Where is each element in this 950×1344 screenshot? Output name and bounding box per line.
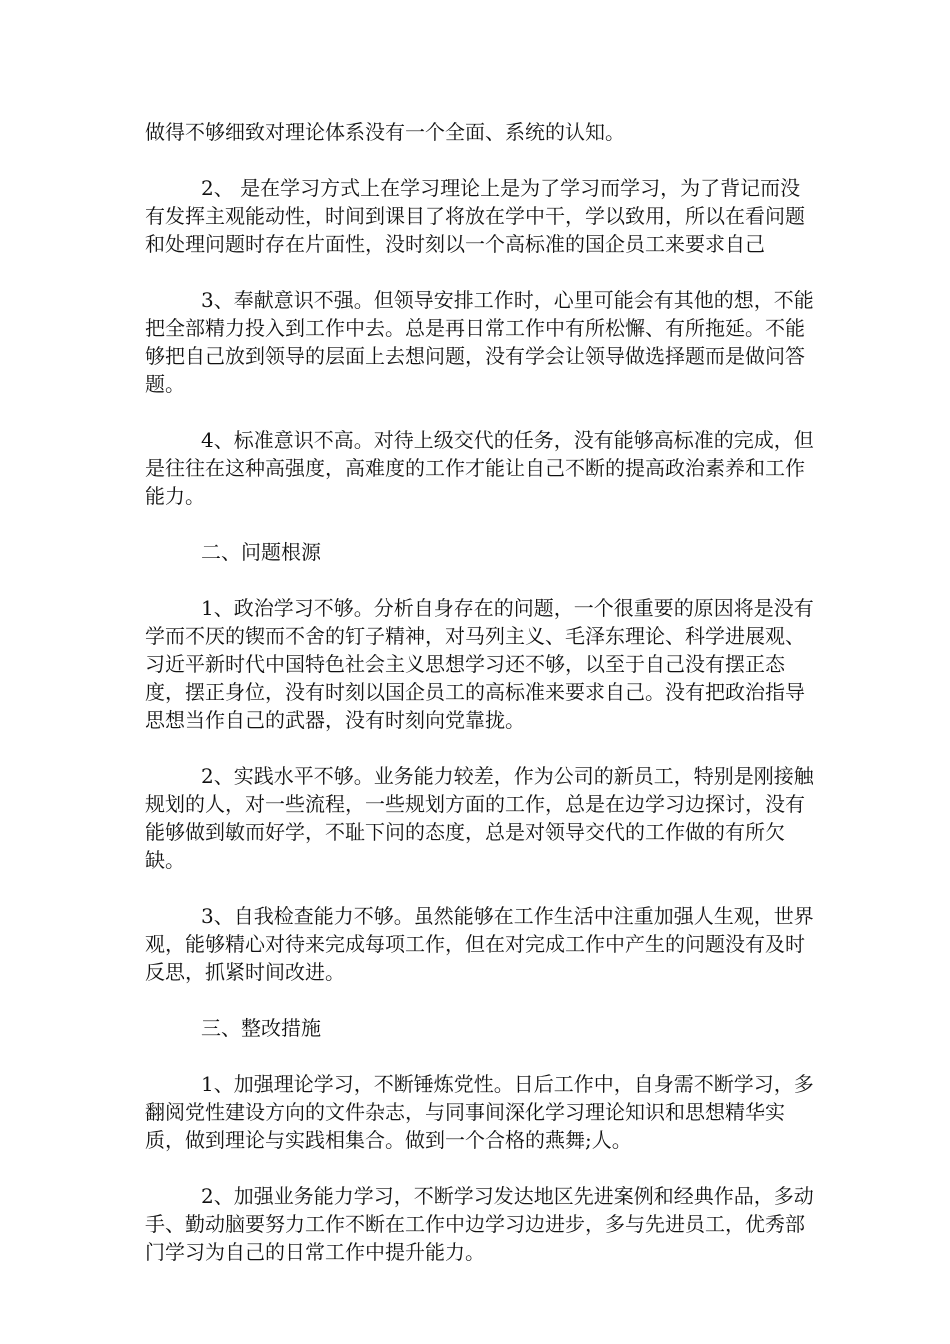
section-heading-measures: 三、整改措施: [201, 1016, 321, 1040]
document-page: [145, 118, 815, 1294]
paragraph-cause-2: 2、实践水平不够。业务能力较差，作为公司的新员工，特别是刚接触规划的人，对一些流程，一些规划方面的工作，总是在边学习边探讨，没有能够做到敏而好学，不耻下问的态度，总是对领导交代的工作做的有所欠缺。: [145, 764, 814, 872]
paragraph-cause-1: 1、政治学习不够。分析自身存在的问题，一个很重要的原因将是没有学而不厌的锲而不舍的钉子精神，对马列主义、毛泽东理论、科学进展观、习近平新时代中国特色社会主义思想学习还不够，以至于自己没有摆正态度，摆正身位，没有时刻以国企员工的高标准来要求自己。没有把政治指导思想当作自己的武器，没有时刻向党靠拢。: [145, 596, 814, 732]
paragraph-cause-3: 3、自我检查能力不够。虽然能够在工作生活中注重加强人生观，世界观，能够精心对待来完成每项工作，但在对完成工作中产生的问题没有及时反思，抓紧时间改进。: [145, 904, 814, 984]
paragraph-problem-2: 2、 是在学习方式上在学习理论上是为了学习而学习，为了背记而没有发挥主观能动性，时间到课目了将放在学中干，学以致用，所以在看问题和处理问题时存在片面性，没时刻以一个高标准的国企员工来要求自己: [145, 176, 805, 256]
paragraph-intro: 做得不够细致对理论体系没有一个全面、系统的认知。: [145, 120, 625, 144]
paragraph-measure-2: 2、加强业务能力学习，不断学习发达地区先进案例和经典作品，多动手、勤动脑要努力工作不断在工作中边学习边进步，多与先进员工，优秀部门学习为自己的日常工作中提升能力。: [145, 1184, 814, 1264]
section-heading-root-causes: 二、问题根源: [201, 540, 321, 564]
paragraph-problem-3: 3、奉献意识不强。但领导安排工作时，心里可能会有其他的想，不能把全部精力投入到工作中去。总是再日常工作中有所松懈、有所拖延。不能够把自己放到领导的层面上去想问题，没有学会让领导做选择题而是做问答题。: [145, 288, 814, 396]
paragraph-problem-4: 4、标准意识不高。对待上级交代的任务，没有能够高标准的完成，但是往往在这种高强度，高难度的工作才能让自己不断的提高政治素养和工作能力。: [145, 428, 814, 508]
paragraph-measure-1: 1、加强理论学习，不断锤炼党性。日后工作中，自身需不断学习，多翻阅党性建设方向的文件杂志，与同事间深化学习理论知识和思想精华实质，做到理论与实践相集合。做到一个合格的燕舞;人。: [145, 1072, 814, 1152]
